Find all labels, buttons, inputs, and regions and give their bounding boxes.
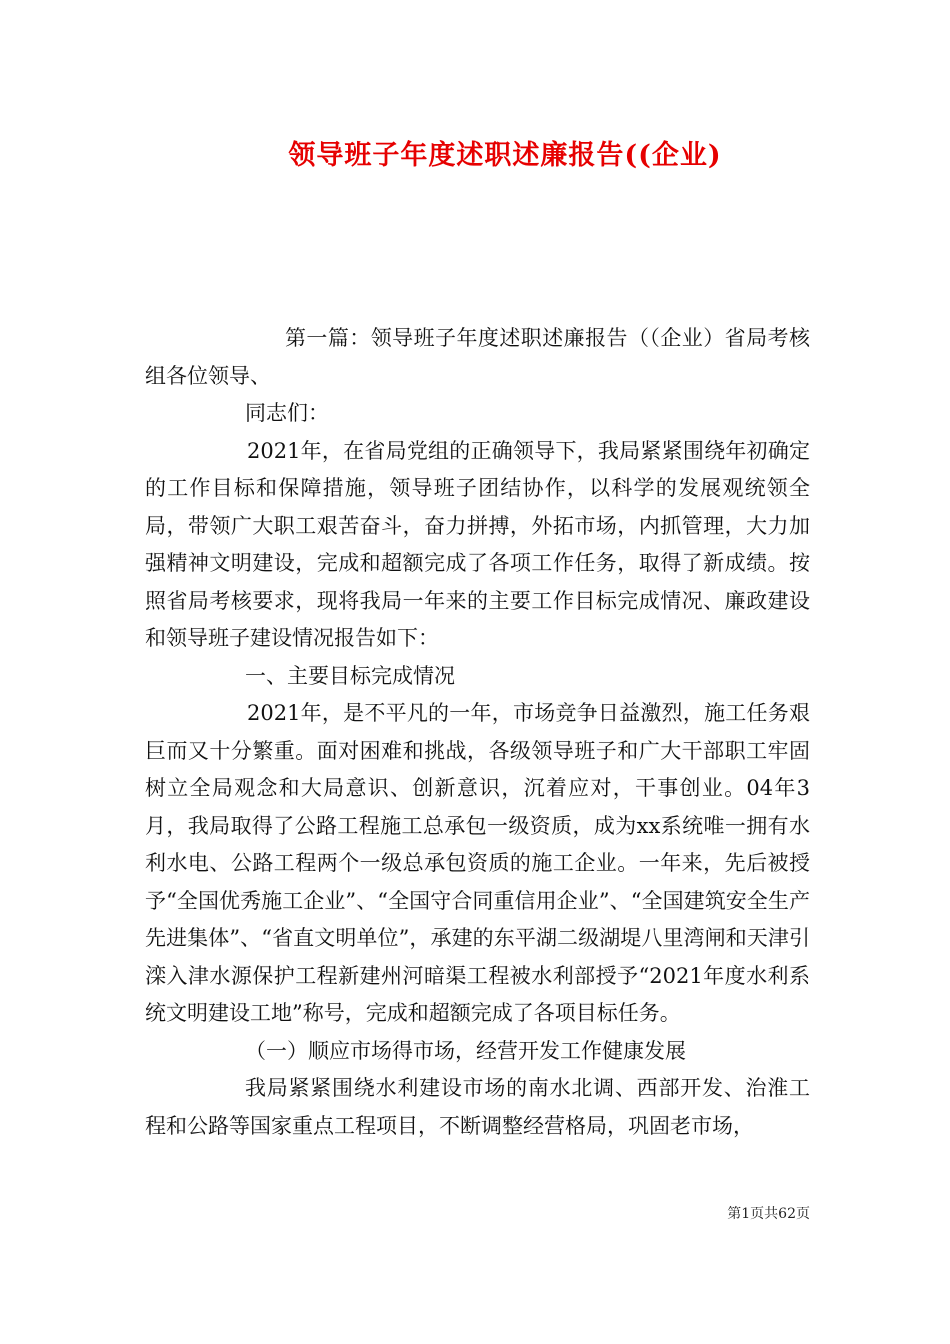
paragraph-2021-summary: 2021年，是不平凡的一年，市场竞争日益激烈，施工任务艰巨而又十分繁重。面对困难和挑战，各级领导班子和广大干部职工牢固树立全局观念和大局意识、创新意识，沉着应对，干事创业。04年3月，我局取得了公路工程施工总承包一级资质，成为xx系统唯一拥有水利水电、公路工程两个一级总承包资质的施工企业。一年来，先后被授予“全国优秀施工企业”、“全国守合同重信用企业”、“全国建筑安全生产先进集体”、“省直文明单位”，承建的东平湖二级湖堤八里湾闸和天津引滦入津水源保护工程新建州河暗渠工程被水利部授予“2021年度水利系统文明建设工地”称号，完成和超额完成了各项目标任务。: [145, 701, 810, 1025]
paragraph-salutation: 同志们：: [245, 401, 329, 425]
document-body: [145, 320, 810, 1145]
paragraph-opening: 第一篇：领导班子年度述职述廉报告（（企业）省局考核组各位领导、: [145, 326, 810, 388]
subsection-heading-1: （一）顺应市场得市场，经营开发工作健康发展: [245, 1038, 686, 1063]
paragraph-market: 我局紧紧围绕水利建设市场的南水北调、西部开发、治淮工程和公路等国家重点工程项目，不断调整经营格局，巩固老市场，: [145, 1076, 810, 1138]
paragraph-intro: 2021年，在省局党组的正确领导下，我局紧紧围绕年初确定的工作目标和保障措施，领导班子团结协作，以科学的发展观统领全局，带领广大职工艰苦奋斗，奋力拼搏，外拓市场，内抓管理，大力加强精神文明建设，完成和超额完成了各项工作任务，取得了新成绩。按照省局考核要求，现将我局一年来的主要工作目标完成情况、廉政建设和领导班子建设情况报告如下：: [145, 438, 810, 650]
document-title: 领导班子年度述职述廉报告((企业): [288, 140, 722, 171]
page-number: 第1页共62页: [727, 1206, 810, 1222]
section-heading-1: 一、主要目标完成情况: [245, 663, 455, 688]
